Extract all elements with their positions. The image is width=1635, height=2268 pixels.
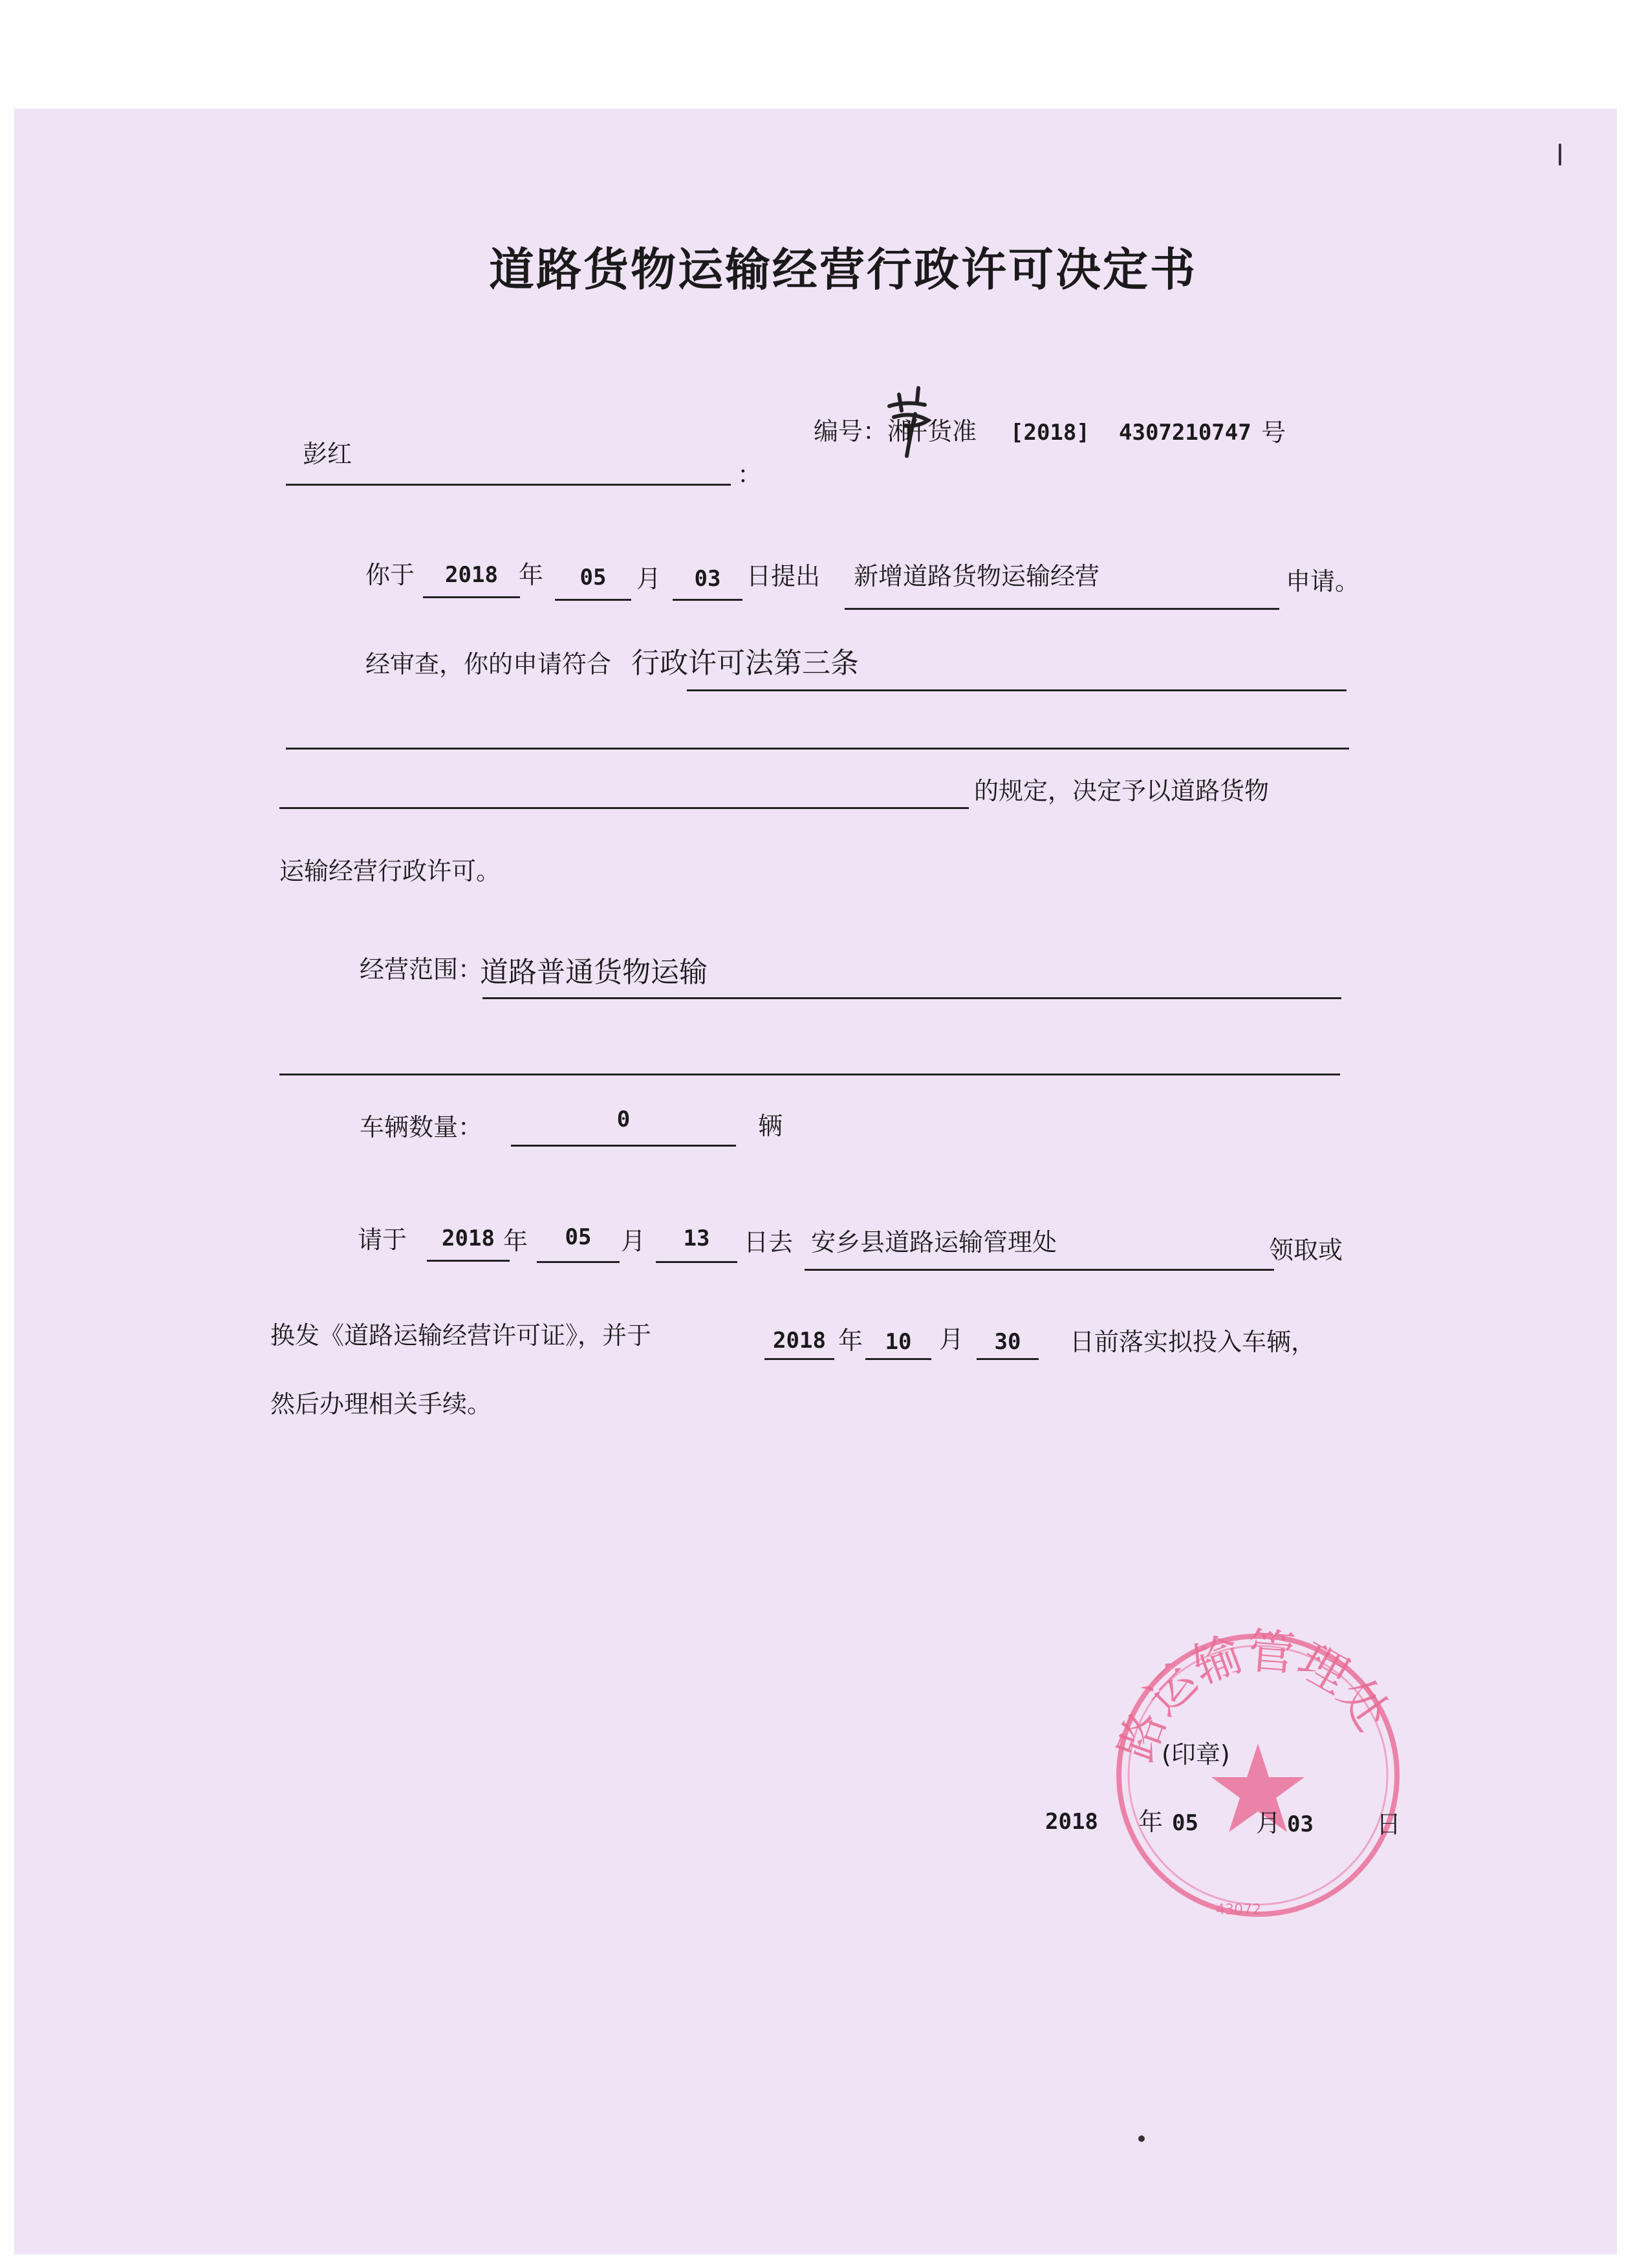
renewal-text: 换发《道路运输经营许可证》，并于 <box>270 1321 652 1350</box>
review-decision-end: 运输经营行政许可。 <box>279 857 501 885</box>
scope-blank-line <box>279 1074 1340 1075</box>
issue-day: 03 <box>1287 1811 1314 1837</box>
application-prefix: 你于 <box>365 561 415 589</box>
application-suffix: 申请。 <box>1286 567 1360 596</box>
pickup-year: 2018 <box>442 1226 495 1251</box>
issue-year: 2018 <box>1045 1809 1098 1835</box>
pickup-suffix: 领取或 <box>1269 1236 1343 1264</box>
review-basis: 行政许可法第三条 <box>631 647 859 680</box>
scope-value: 道路普通货物运输 <box>480 956 708 989</box>
pickup-month-unit: 月 <box>621 1227 646 1255</box>
renewal-day-underline <box>977 1358 1039 1360</box>
application-month: 05 <box>579 565 607 590</box>
seal-ring-text: 路运输管理处 <box>1108 1623 1401 1768</box>
application-year-unit: 年 <box>519 561 544 589</box>
pickup-year-unit: 年 <box>503 1227 528 1255</box>
renewal-day: 30 <box>994 1329 1021 1355</box>
recipient-name: 彭红 <box>303 440 352 468</box>
permit-number-year: [2018] <box>1010 420 1090 446</box>
review-basis-underline <box>687 689 1347 691</box>
pickup-office: 安乡县道路运输管理处 <box>811 1228 1057 1257</box>
renewal-end: 然后办理相关手续。 <box>270 1390 492 1418</box>
application-content: 新增道路货物运输经营 <box>854 562 1100 590</box>
scan-edge-mark <box>1559 144 1561 166</box>
application-month-unit: 月 <box>636 565 662 593</box>
scan-speck <box>1138 2135 1145 2142</box>
renewal-month: 10 <box>885 1329 912 1355</box>
seal-code: 43072 <box>1216 1902 1261 1918</box>
scope-underline <box>482 997 1341 999</box>
pickup-month: 05 <box>565 1224 592 1250</box>
application-year: 2018 <box>445 562 498 588</box>
permit-number-suffix: 号 <box>1261 418 1286 447</box>
review-blank-line-1 <box>286 748 1349 750</box>
permit-number-label: 编号：湘 <box>814 417 913 446</box>
permit-number-type: 许货准 <box>903 417 977 446</box>
renewal-year-unit: 年 <box>838 1326 863 1355</box>
recipient-underline <box>286 484 731 486</box>
application-day: 03 <box>694 566 721 592</box>
pickup-office-underline <box>805 1269 1274 1271</box>
pickup-prefix: 请于 <box>358 1226 407 1254</box>
application-day-unit: 日提出 <box>746 562 821 590</box>
vehicles-label: 车辆数量： <box>360 1113 483 1141</box>
scope-label: 经营范围： <box>360 955 483 984</box>
issue-month: 05 <box>1172 1810 1198 1836</box>
seal-label: (印章) <box>1162 1740 1230 1769</box>
recipient-colon: ： <box>737 460 763 489</box>
issue-month-unit: 月 <box>1256 1809 1281 1837</box>
application-day-underline <box>673 599 742 601</box>
review-prefix: 经审查，你的申请符合 <box>365 650 612 678</box>
pickup-day-underline <box>656 1261 737 1263</box>
permit-number-serial: 4307210747 <box>1119 420 1251 446</box>
pickup-month-underline <box>537 1261 620 1263</box>
vehicles-count: 0 <box>616 1107 631 1132</box>
application-content-underline <box>845 608 1279 610</box>
issue-year-unit: 年 <box>1138 1808 1164 1836</box>
issue-day-unit: 日 <box>1376 1810 1402 1839</box>
vehicles-underline <box>511 1145 736 1147</box>
official-seal <box>1099 1617 1416 1934</box>
application-month-underline <box>555 599 631 601</box>
renewal-year-underline <box>764 1358 834 1360</box>
document-title: 道路货物运输经营行政许可决定书 <box>489 243 1197 296</box>
review-decision-suffix: 的规定，决定予以道路货物 <box>974 777 1270 805</box>
renewal-day-unit: 日前落实拟投入车辆， <box>1070 1328 1316 1356</box>
vehicles-unit: 辆 <box>758 1112 783 1140</box>
renewal-month-unit: 月 <box>939 1325 964 1354</box>
pickup-year-underline <box>427 1260 510 1262</box>
renewal-month-underline <box>865 1358 931 1360</box>
review-blank-line-2 <box>279 807 969 809</box>
application-year-underline <box>423 596 520 598</box>
pickup-day: 13 <box>683 1226 710 1251</box>
renewal-year: 2018 <box>773 1328 826 1354</box>
pickup-day-unit: 日去 <box>744 1228 794 1257</box>
